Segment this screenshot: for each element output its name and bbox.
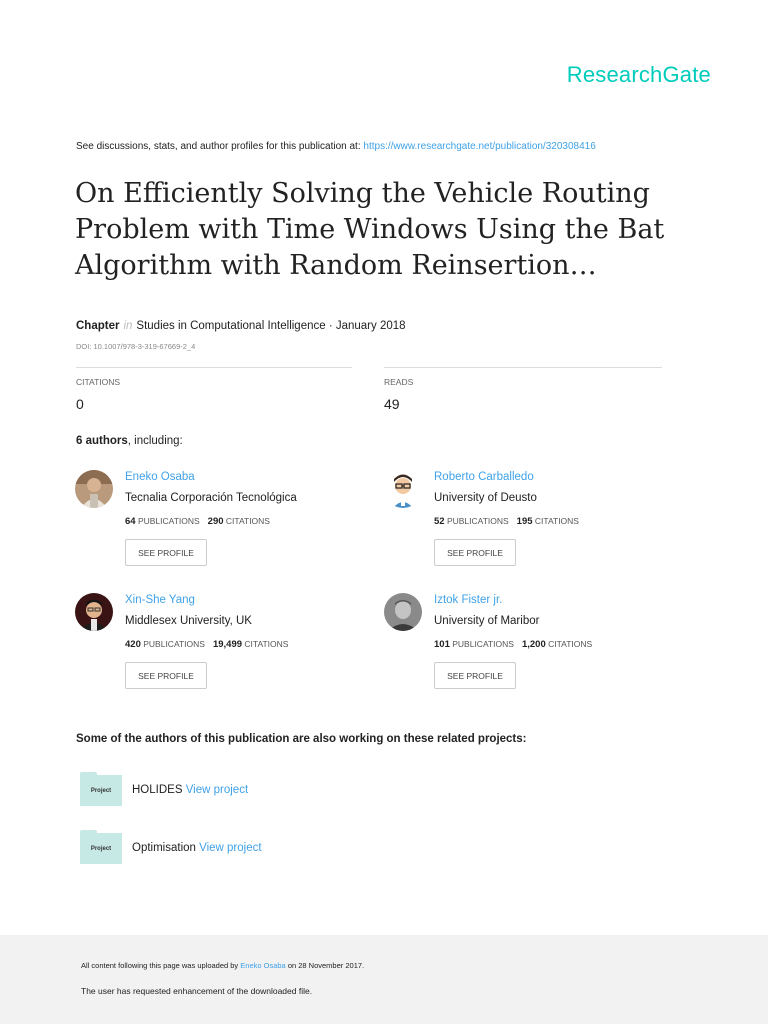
author-name-link[interactable]: Roberto Carballedo — [434, 471, 534, 483]
author-affiliation: Middlesex University, UK — [125, 615, 252, 627]
folder-label: Project — [80, 833, 122, 864]
photo-man-gray-icon — [384, 593, 422, 631]
publication-url-link[interactable]: https://www.researchgate.net/publication/320308416 — [363, 141, 596, 152]
citations-count: 290 — [207, 516, 224, 527]
see-profile-button[interactable]: SEE PROFILE — [434, 662, 516, 689]
reads-label: READS — [384, 377, 414, 387]
citations-label: CITATIONS — [534, 516, 579, 526]
see-profile-button[interactable]: SEE PROFILE — [125, 662, 207, 689]
author-stats — [125, 516, 270, 527]
citations-divider — [76, 367, 352, 368]
in-label: in — [123, 320, 133, 332]
upload-suffix: on 28 November 2017. — [285, 961, 365, 970]
publication-venue[interactable]: Studies in Computational Intelligence · January 2018 — [136, 320, 406, 332]
author-card — [75, 593, 355, 703]
upload-note — [81, 961, 364, 970]
project-item — [80, 830, 480, 866]
citations-label: CITATIONS — [244, 639, 289, 649]
citations-count: 1,200 — [521, 639, 546, 650]
authors-heading — [76, 435, 183, 447]
folder-label: Project — [80, 775, 122, 806]
citations-count: 19,499 — [212, 639, 243, 650]
project-name: HOLIDES — [132, 784, 183, 796]
discussion-text: See discussions, stats, and author profiles for this publication at: — [76, 141, 364, 152]
avatar[interactable] — [75, 593, 113, 631]
upload-prefix: All content following this page was uploaded by — [81, 961, 241, 970]
publications-count: 52 — [434, 516, 445, 527]
author-name-link[interactable]: Eneko Osaba — [125, 471, 195, 483]
publication-title — [75, 176, 695, 284]
citations-label: CITATIONS — [548, 639, 593, 649]
project-folder-icon[interactable] — [80, 772, 122, 806]
photo-man-beige-icon — [75, 470, 113, 508]
author-stats — [434, 639, 592, 650]
author-card — [384, 470, 664, 580]
publication-type: Chapter — [76, 320, 120, 332]
researchgate-logo[interactable]: ResearchGate — [566, 62, 711, 87]
author-affiliation: University of Deusto — [434, 492, 537, 504]
view-project-link[interactable]: View project — [199, 842, 262, 854]
citations-count: 195 — [516, 516, 533, 527]
publications-label: PUBLICATIONS — [137, 516, 200, 526]
title-line: Algorithm with Random Reinsertion… — [75, 250, 597, 281]
cartoon-avatar-icon — [384, 470, 422, 508]
project-item — [80, 772, 480, 808]
publication-meta — [76, 320, 406, 332]
author-affiliation: Tecnalia Corporación Tecnológica — [125, 492, 297, 504]
enhancement-note: The user has requested enhancement of the downloaded file. — [81, 986, 313, 996]
publications-count: 101 — [434, 639, 450, 650]
title-line: On Efficiently Solving the Vehicle Routing — [75, 178, 650, 209]
see-profile-button[interactable]: SEE PROFILE — [125, 539, 207, 566]
uploader-link[interactable]: Eneko Osaba — [240, 961, 286, 970]
author-card — [75, 470, 355, 580]
view-project-link[interactable]: View project — [185, 784, 249, 796]
reads-value: 49 — [384, 396, 400, 412]
doi-text: DOI: 10.1007/978-3-319-67669-2_4 — [76, 342, 196, 351]
avatar[interactable] — [75, 470, 113, 508]
reads-divider — [384, 367, 662, 368]
author-name-link[interactable]: Xin-She Yang — [125, 594, 195, 606]
citations-value: 0 — [76, 396, 84, 412]
citations-label: CITATIONS — [76, 377, 121, 387]
footer — [0, 935, 768, 1024]
citations-label: CITATIONS — [225, 516, 270, 526]
project-folder-icon[interactable] — [80, 830, 122, 864]
publications-count: 64 — [125, 516, 136, 527]
related-projects-heading: Some of the authors of this publication are also working on these related projects: — [76, 733, 527, 745]
avatar[interactable] — [384, 593, 422, 631]
author-stats — [125, 639, 288, 650]
photo-man-glasses-icon — [75, 593, 113, 631]
authors-count: 6 authors — [76, 435, 128, 447]
publications-label: PUBLICATIONS — [143, 639, 205, 649]
avatar[interactable] — [384, 470, 422, 508]
project-name: Optimisation — [132, 842, 196, 854]
author-name-link[interactable]: Iztok Fister jr. — [434, 594, 503, 606]
discussion-line — [76, 141, 596, 152]
title-line: Problem with Time Windows Using the Bat — [75, 214, 665, 245]
project-text — [132, 842, 262, 854]
publications-label: PUBLICATIONS — [446, 516, 509, 526]
author-stats — [434, 516, 579, 527]
publications-label: PUBLICATIONS — [452, 639, 514, 649]
publications-count: 420 — [125, 639, 141, 650]
authors-suffix: , including: — [127, 435, 183, 447]
author-card — [384, 593, 664, 703]
see-profile-button[interactable]: SEE PROFILE — [434, 539, 516, 566]
project-text — [132, 784, 248, 796]
author-affiliation: University of Maribor — [434, 615, 540, 627]
